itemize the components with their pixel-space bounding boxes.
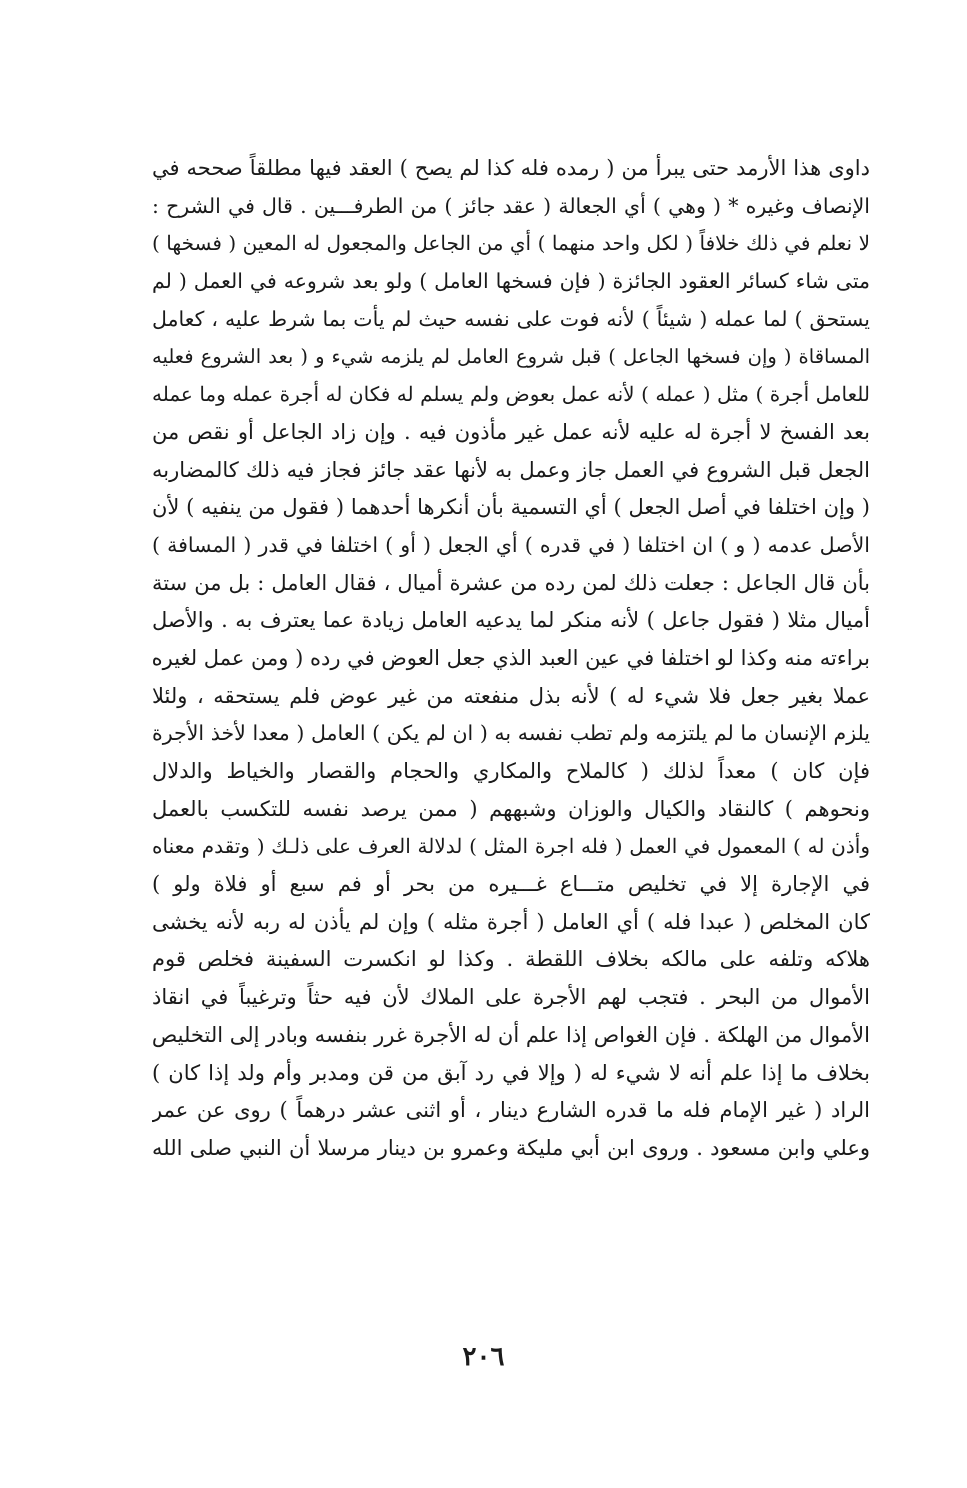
text-line: ( وإن اختلفا في أصل الجعل ) أي التسمية بأن أنكرها أحدهما ( فقول من ينفيه ) لأن [152, 495, 870, 520]
body-text [152, 150, 870, 1168]
text-line: الأموال من الهلكة . فإن الغواص إذا علم أن له الأجرة غرر بنفسه وبادر إلى التخليص [152, 1022, 870, 1047]
text-line: وأذن له ) المعمول في العمل ( فله اجرة المثل ) لدلالة العرف على ذلـك ( وتقدم معناه [152, 834, 870, 859]
text-line: أميال مثلا ( فقول جاعل ) لأنه منكر لما يدعيه العامل زيادة عما يعترف به . والأصل [152, 608, 870, 633]
text-line: متى شاء كسائر العقود الجائزة ( فإن فسخها العامل ) ولو بعد شروعه في العمل ( لم [152, 269, 870, 294]
text-line: براءته منه وكذا لو اختلفا في عين العبد الذي جعل العوض في رده ( ومن عمل لغيره [152, 645, 870, 670]
text-line: يستحق ) لما عمله ( شيئاً ) لأنه فوت على نفسه حيث لم يأت بما شرط عليه ، كعامل [152, 306, 870, 331]
text-line: هلاكه وتلفه على مالكه بخلاف اللقطة . وكذا لو انكسرت السفينة فخلص قوم [152, 947, 870, 972]
text-line: فإن كان ) معداً لذلك ( كالملاح والمكاري والحجام والقصار والخياط والدلال [152, 759, 870, 783]
text-line: في الإجارة إلا في تخليص متـــاع غـــيره من بحر أو فم سبع أو فلاة ولو ) [152, 872, 870, 897]
text-line: الراد ( غير الإمام فله ما قدره الشارع دينار ، أو اثنى عشر درهماً ) روى عن عمر [152, 1098, 870, 1123]
text-line: المساقاة ( وإن فسخها الجاعل ) قبل شروع العامل لم يلزمه شيء و ( بعد الشروع فعليه [152, 345, 870, 369]
text-line: بخلاف ما إذا علم أنه لا شيء له ( وإلا في رد آبق من قن ومدبر وأم ولد إذا كان ) [152, 1060, 870, 1085]
text-line: داوى هذا الأرمد حتى يبرأ من ( رمده فله كذا لم يصح ) العقد فيها مطلقاً صححه في [152, 156, 870, 180]
text-line: لا نعلم في ذلك خلافاً ( لكل واحد منهما ) أي من الجاعل والمجعول له المعين ( فسخها ) [152, 231, 870, 256]
text-line: الجعل قبل الشروع في العمل جاز وعمل به لأنها عقد جائز فجاز فيه ذلك كالمضاربه [152, 457, 870, 482]
text-line: بعد الفسخ لا أجرة له عليه لأنه عمل غير مأذون فيه . وإن زاد الجاعل أو نقص من [152, 419, 870, 444]
page-number: ٢٠٦ [462, 1342, 505, 1372]
text-line: للعامل أجرة ) مثل ( عمله ) لأنه عمل بعوض ولم يسلم له فكان له أجرة عمله وما عمله [152, 382, 870, 407]
text-line: كان المخلص ( عبدا فله ) أي العامل ( أجرة مثله ) وإن لم يأذن له ربه لأنه يخشى [152, 909, 870, 934]
text-line: الأموال من البحر . فتجب لهم الأجرة على الملاك لأن فيه حثاً وترغيباً في انقاذ [152, 985, 870, 1010]
text-line: الأصل عدمه ( و ) ان اختلفا ( في قدره ) أي الجعل ( أو ) اختلفا في قدر ( المسافة ) [152, 532, 870, 557]
text-line: وعلي وابن مسعود . وروى ابن أبي مليكة وعمرو بن دينار مرسلا أن النبي صلى الله [152, 1135, 870, 1160]
text-line: الإنصاف وغيره * ( وهي ) أي الجعالة ( عقد جائز ) من الطرفـــين . قال في الشرح : [152, 193, 870, 218]
text-line: يلزم الإنسان ما لم يلتزمه ولم تطب نفسه به ( ان لم يكن ) العامل ( معدا لأخذ الأجرة [152, 721, 870, 746]
text-line: ونحوهم ) كالنقاد والكيال والوزان وشبههم ( ممن يرصد نفسه للتكسب بالعمل [152, 796, 870, 821]
text-line: بأن قال الجاعل : جعلت ذلك لمن رده من عشرة أميال ، فقال العامل : بل من ستة [152, 570, 870, 595]
text-line: عملا بغير جعل فلا شيء له ) لأنه بذل منفعته من غير عوض فلم يستحقه ، ولئلا [152, 683, 870, 708]
